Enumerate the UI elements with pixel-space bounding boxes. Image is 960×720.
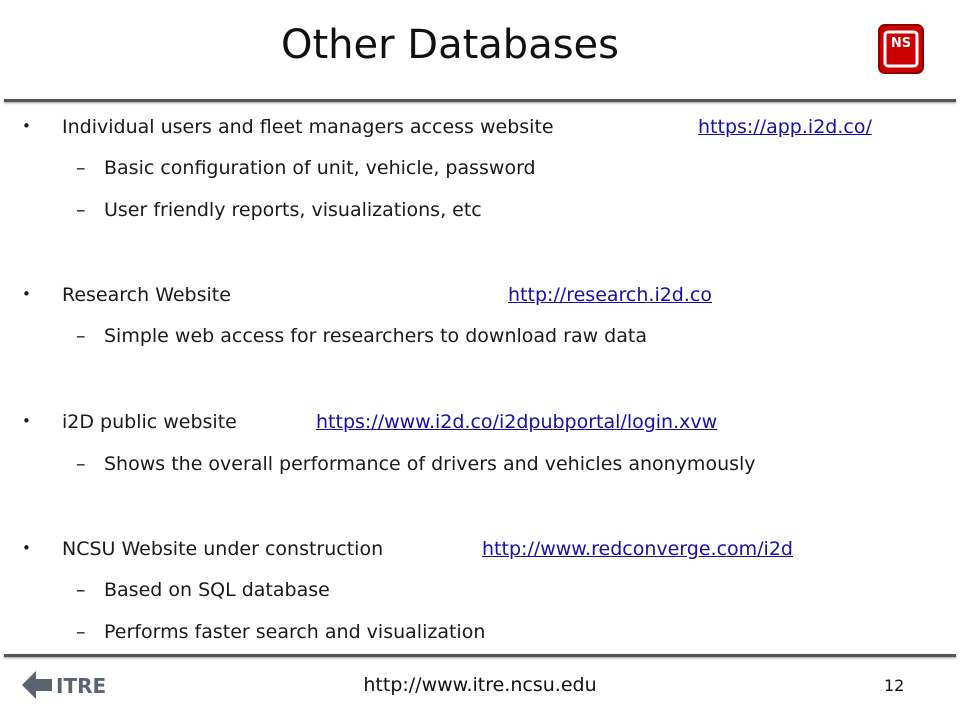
section-1-sub-2: User friendly reports, visualizations, etc: [104, 199, 482, 221]
dash-icon: –: [76, 621, 86, 643]
section-2-sub-1: Simple web access for researchers to download raw data: [104, 325, 647, 347]
section-3-sub-1: Shows the overall performance of drivers and vehicles anonymously: [104, 453, 756, 475]
header-divider: [4, 99, 956, 102]
section-3-text: i2D public website: [62, 411, 237, 433]
section-4-sub-2: Performs faster search and visualization: [104, 621, 486, 643]
bullet-icon: •: [22, 117, 31, 135]
dash-icon: –: [76, 325, 86, 347]
section-4-link[interactable]: http://www.redconverge.com/i2d: [482, 538, 793, 560]
itre-logo-text: ITRE: [56, 674, 107, 698]
section-1-sub-1: Basic configuration of unit, vehicle, password: [104, 157, 536, 179]
section-2-text: Research Website: [62, 284, 231, 306]
dash-icon: –: [76, 453, 86, 475]
bullet-icon: •: [22, 285, 31, 303]
ncsu-logo-n: NS: [890, 36, 912, 51]
bullet-icon: •: [22, 412, 31, 430]
section-1-link[interactable]: https://app.i2d.co/: [698, 116, 872, 138]
dash-icon: –: [76, 199, 86, 221]
section-2-link[interactable]: http://research.i2d.co: [508, 284, 712, 306]
section-4-sub-1: Based on SQL database: [104, 579, 330, 601]
footer-url: http://www.itre.ncsu.edu: [363, 674, 597, 696]
dash-icon: –: [76, 579, 86, 601]
page-number: 12: [884, 676, 905, 695]
bullet-icon: •: [22, 539, 31, 557]
section-1-text: Individual users and fleet managers access website: [62, 116, 554, 138]
ncsu-logo: [876, 22, 926, 76]
page-title: Other Databases: [281, 22, 619, 68]
section-4-text: NCSU Website under construction: [62, 538, 384, 560]
section-3-link[interactable]: https://www.i2d.co/i2dpubportal/login.xvw: [316, 411, 718, 433]
footer-divider: [4, 654, 956, 657]
dash-icon: –: [76, 157, 86, 179]
